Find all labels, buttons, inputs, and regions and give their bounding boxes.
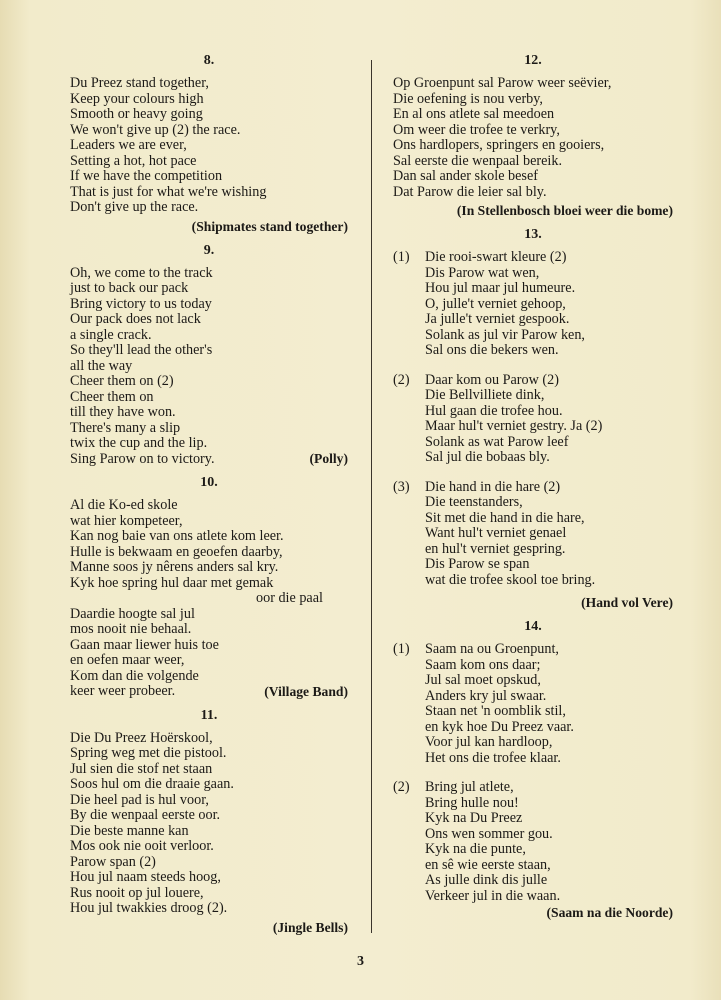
song-line: en kyk hoe Du Preez vaar. [425,718,574,735]
song-line: Spring weg met die pistool. [70,745,227,761]
song-line: oor die paal [256,590,323,606]
song-9 [70,242,348,469]
song-line: By die wenpaal eerste oor. [70,807,221,823]
song-line: Het ons die trofee klaar. [425,749,561,766]
tune-name: (Jingle Bells) [272,919,348,935]
song-lines [70,498,348,591]
song-line: Daardie hoogte sal jul [70,605,195,622]
tune-name: (Shipmates stand together) [191,218,348,234]
song-line: Die Du Preez Hoërskool, [70,729,213,746]
song-line: Staan net 'n oomblik stil, [425,703,566,719]
song-line: Jul sal moet opskud, [425,672,541,688]
song-line: Our pack does not lack [70,311,201,327]
song-line: There's many a slip [70,419,181,436]
song-line: Jul sien die stof net staan [70,760,213,777]
stanza-marker: (1) [393,249,410,265]
song-line: Saam kom ons daar; [425,656,541,673]
song-line: Die oefening is nou verby, [393,90,543,107]
song-line: Hou jul naam steeds hoog, [70,869,221,885]
song-line: Ja julle't verniet gespook. [425,311,570,327]
song-line: Anders kry jul swaar. [425,687,547,704]
song-line: Leaders we are ever, [70,137,187,153]
right-column [393,52,673,928]
song-line: just to back our pack [70,280,189,296]
song-11 [70,707,348,937]
song-line: Kom dan die volgende [70,667,199,684]
song-line: till they have won. [70,404,176,420]
stanza-marker: (3) [393,478,410,495]
song-line: Solank as wat Parow leef [425,433,569,450]
song-number: 14. [524,619,542,634]
song-lines [70,266,348,468]
song-line: Dan sal ander skole besef [393,168,538,184]
song-line: So they'll lead the other's [70,342,213,358]
song-lines [70,731,348,917]
song-line: Don't give up the race. [70,199,199,215]
song-line: Setting a hot, hot pace [70,152,197,169]
song-line: Hou jul maar jul humeure. [425,280,576,296]
song-line: Sal eerste die wenpaal bereik. [393,152,562,169]
song-line: Kan nog baie van ons atlete kom leer. [70,528,284,544]
song-line: all the way [70,357,133,374]
song-12 [393,52,673,220]
song-line: Ons hardlopers, springers en gooiers, [393,137,605,153]
song-line: wat die trofee skool toe bring. [425,571,596,588]
song-line: Want hul't verniet genael [425,525,567,541]
stanza-list [393,250,673,588]
song-line: Hulle is bekwaam en geoefen daarby, [70,543,283,560]
stanza [393,480,673,589]
song-line: Die beste manne kan [70,822,189,839]
song-line: Op Groenpunt sal Parow weer seëvier, [393,75,612,91]
song-line: Cheer them on [70,388,154,405]
song-line: en hul't verniet gespring. [425,540,566,557]
page-number: 3 [357,954,364,969]
song-line: Dis Parow se span [425,556,530,572]
song-line: Voor jul kan hardloop, [425,734,553,750]
song-line: Die heel pad is hul voor, [70,791,209,808]
song-line: Solank as jul vir Parow ken, [425,326,585,343]
song-line: Om weer die trofee te verkry, [393,121,560,138]
song-line: Kyk na die punte, [425,841,526,857]
stanza [393,250,673,359]
stanza-marker: (2) [393,371,410,388]
song-line: Sal jul die bobaas bly. [425,449,550,465]
stanza-marker: (1) [393,641,410,657]
song-line: Hul gaan die trofee hou. [425,402,563,419]
stanza-marker: (2) [393,779,410,795]
song-line: That is just for what we're wishing [70,183,267,200]
stanza [393,642,673,766]
song-line: Die rooi-swart kleure (2) [425,249,567,265]
song-number: 11. [200,707,218,723]
song-line: Bring jul atlete, [425,779,514,795]
tune-name: (In Stellenbosch bloei weer die bome) [456,203,673,218]
song-line: We won't give up (2) the race. [70,121,241,138]
song-line: Maar hul't verniet gestry. Ja (2) [425,418,603,434]
song-line: If we have the competition [70,168,223,184]
song-line: en oefen maar weer, [70,652,185,668]
song-line: mos nooit nie behaal. [70,621,192,637]
column-divider [371,60,372,933]
song-13 [393,226,673,612]
song-lines [70,76,348,216]
stanza-lines [425,373,673,466]
stanza [393,780,673,904]
song-number: 13. [524,227,542,242]
song-10 [70,474,348,701]
stanza-list [393,642,673,904]
song-line: Die hand in die hare (2) [425,478,561,495]
song-line: Ons wen sommer gou. [425,825,553,842]
song-line: Al die Ko-ed skole [70,497,178,513]
song-number: 12. [524,53,542,68]
song-8 [70,52,348,236]
tune-name: (Saam na die Noorde) [546,905,673,920]
song-line: Sing Parow on to victory. [70,450,215,467]
song-line: Soos hul om die draaie gaan. [70,776,234,792]
tune-name: (Polly) [309,451,348,466]
song-line: keer weer probeer. [70,683,176,699]
song-line: twix the cup and the lip. [70,435,208,451]
song-line: Du Preez stand together, [70,75,209,91]
song-line: As julle dink dis julle [425,872,548,888]
stanza-lines [425,480,673,589]
left-column [70,52,348,943]
song-line: O, julle't verniet gehoop, [425,295,566,312]
song-number: 10. [200,475,218,490]
song-line: wat hier kompeteer, [70,512,183,529]
song-line: Gaan maar liewer huis toe [70,636,219,653]
song-number: 8. [203,53,215,68]
song-line: Parow span (2) [70,853,156,870]
stanza [393,373,673,466]
song-line: Die Bellvilliete dink, [425,387,545,403]
song-line: a single crack. [70,326,152,343]
song-line: Hou jul twakkies droog (2). [70,900,228,916]
song-line: Sal ons die bekers wen. [425,342,559,358]
song-line: en sê wie eerste staan, [425,856,551,873]
song-line: Bring victory to us today [70,295,212,312]
song-line: Oh, we come to the track [70,264,213,281]
song-line: Smooth or heavy going [70,106,203,122]
song-line: Dat Parow die leier sal bly. [393,183,547,200]
song-line: Verkeer jul in die waan. [425,887,561,904]
song-line: Daar kom ou Parow (2) [425,371,559,388]
song-lines [393,76,673,200]
song-line: Kyk na Du Preez [425,810,523,826]
song-line: En al ons atlete sal meedoen [393,106,555,122]
song-line: Saam na ou Groenpunt, [425,641,559,657]
song-number: 9. [203,242,215,258]
song-line: Sit met die hand in die hare, [425,509,585,526]
song-line: Die teenstanders, [425,494,523,510]
song-line: Bring hulle nou! [425,794,519,811]
song-line: Kyk hoe spring hul daar met gemak [70,574,274,591]
stanza-lines [425,642,673,766]
stanza-lines [425,780,673,904]
song-14 [393,618,673,922]
song-line: Keep your colours high [70,90,204,107]
song-line: Rus nooit op jul louere, [70,884,204,901]
stanza-lines [425,250,673,359]
song-line: Mos ook nie ooit verloor. [70,838,214,854]
song-line: Dis Parow wat wen, [425,264,540,281]
tune-name: (Village Band) [264,683,348,699]
song-line: Manne soos jy nêrens anders sal kry. [70,559,279,575]
song-line: Cheer them on (2) [70,373,174,389]
tune-name: (Hand vol Vere) [581,595,673,610]
